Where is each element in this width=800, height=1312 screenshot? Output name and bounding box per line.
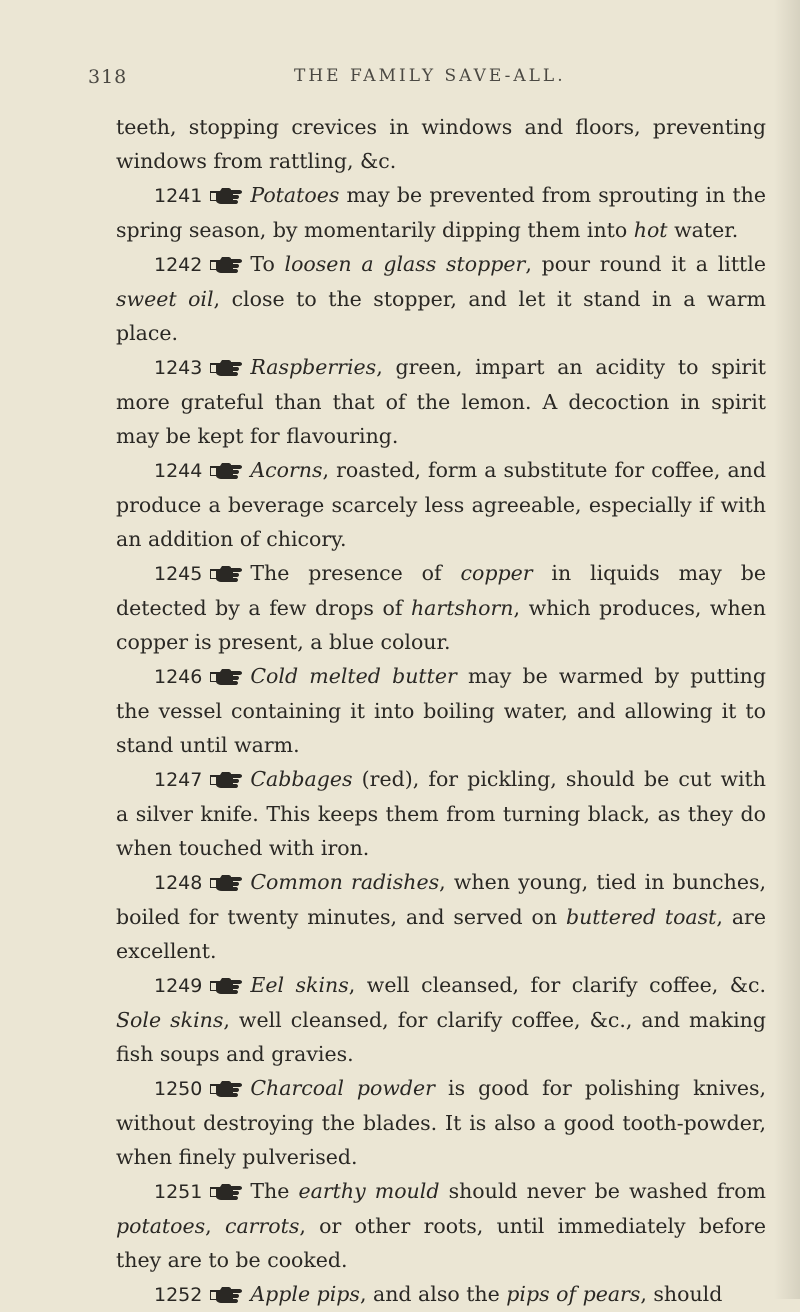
entry-number: 1252 (154, 1284, 203, 1306)
entry-text: , or other roots, until immediately before they are to be cooked. (116, 1214, 766, 1272)
pointing-hand-icon (208, 255, 244, 273)
entry-text: , well cleansed, for clarify coffee, &c. (348, 973, 766, 997)
entry-keyword: Cold melted butter (250, 664, 457, 688)
entry-number: 1247 (154, 769, 203, 791)
entry-keyword: Potatoes (250, 183, 340, 207)
pointing-hand-icon (208, 1285, 244, 1303)
entry-keyword: Raspberries (250, 355, 377, 379)
entry-text: , and also the (359, 1282, 507, 1306)
entry-text: The presence of (250, 561, 461, 585)
page-edge-shadow (774, 0, 800, 1299)
pointing-hand-icon (208, 873, 244, 891)
entry-keyword: loosen a glass stopper (284, 252, 526, 276)
entry-text: The (250, 1179, 299, 1203)
entry-1248 (116, 865, 766, 968)
running-head: THE FAMILY SAVE-ALL. (294, 66, 566, 86)
entry-keyword: Cabbages (250, 767, 353, 791)
entry-1247 (116, 762, 766, 865)
entry-1244 (116, 453, 766, 556)
pointing-hand-icon (208, 1079, 244, 1097)
entry-text: , green, impart an acidity to spirit more grateful than that of the lemon. A decoction in spirit may be kept for flavouring. (116, 355, 766, 448)
entry-1246 (116, 659, 766, 762)
entry-text: may be prevented from sprouting in the spring season, by momentarily dipping them into (116, 183, 766, 242)
entry-text: may be warmed by putting the vessel containing it into boiling water, and allowing it to stand until warm. (116, 664, 766, 757)
emphasis-text: potatoes (116, 1214, 206, 1238)
emphasis-text: sweet oil (116, 287, 214, 311)
entry-number: 1248 (154, 872, 203, 894)
paragraph-text: teeth, stopping crevices in windows and floors, preventing windows from rattling, &c. (116, 115, 766, 173)
pointing-hand-icon (208, 667, 244, 685)
entry-1243 (116, 350, 766, 453)
emphasis-text: hartshorn (410, 596, 514, 620)
pointing-hand-icon (208, 358, 244, 376)
entry-1245 (116, 556, 766, 659)
entry-keyword: copper (460, 561, 533, 585)
entry-number: 1244 (154, 460, 203, 482)
page-number: 318 (88, 66, 128, 88)
entry-text: To (250, 252, 285, 276)
entry-number: 1241 (154, 185, 203, 207)
entry-number: 1242 (154, 254, 203, 276)
entry-text: , roasted, form a substitute for coffee, and produce a beverage scarcely less agreeable, especially if with an addition of chicory. (116, 458, 766, 551)
pointing-hand-icon (208, 770, 244, 788)
entry-text: , which produces, when copper is present, a blue colour. (116, 596, 766, 654)
entry-text: water. (667, 218, 739, 242)
entry-text: , pour round it a little (525, 252, 766, 276)
entry-keyword: Apple pips (250, 1282, 360, 1306)
page-header (0, 66, 800, 96)
entry-text: , should (640, 1282, 723, 1306)
entry-1252 (116, 1277, 766, 1312)
entry-1249 (116, 968, 766, 1071)
pointing-hand-icon (208, 186, 244, 204)
entry-keyword: Eel skins (250, 973, 349, 997)
page-body (116, 110, 766, 1312)
entry-keyword: earthy mould (298, 1179, 440, 1203)
entry-number: 1251 (154, 1181, 203, 1203)
emphasis-text: carrots (224, 1214, 300, 1238)
entry-keyword: Common radishes (250, 870, 440, 894)
entry-1250 (116, 1071, 766, 1174)
emphasis-text: hot (633, 218, 668, 242)
emphasis-text: Sole skins (116, 1008, 224, 1032)
pointing-hand-icon (208, 1182, 244, 1200)
pointing-hand-icon (208, 564, 244, 582)
entry-text: (red), for pickling, should be cut with a silver knife. This keeps them from turning black, as they do when touched with iron. (116, 767, 766, 860)
entry-number: 1243 (154, 357, 203, 379)
emphasis-text: pips of pears (506, 1282, 641, 1306)
entry-text: , when young, tied in bunches, boiled for twenty minutes, and served on (116, 870, 767, 929)
entry-text: , (205, 1214, 225, 1238)
entry-1242 (116, 247, 766, 350)
emphasis-text: buttered toast (565, 905, 717, 929)
entry-1251 (116, 1174, 766, 1277)
entry-number: 1245 (154, 563, 203, 585)
entry-keyword: Charcoal powder (250, 1076, 435, 1100)
entry-text: should never be washed from (439, 1179, 767, 1203)
pointing-hand-icon (208, 461, 244, 479)
entry-number: 1246 (154, 666, 203, 688)
entry-text: , are excellent. (116, 905, 766, 963)
pointing-hand-icon (208, 976, 244, 994)
entry-text: , close to the stopper, and let it stand in a warm place. (116, 287, 766, 345)
entry-text: in liquids may be detected by a few drops of (116, 561, 766, 620)
entry-text: , well cleansed, for clarify coffee, &c., and making fish soups and gravies. (116, 1008, 766, 1066)
entry-number: 1250 (154, 1078, 203, 1100)
entry-number: 1249 (154, 975, 203, 997)
entry-1241 (116, 178, 766, 247)
continued-paragraph (116, 110, 766, 178)
entry-text: is good for polishing knives, without destroying the blades. It is also a good tooth-powder, when finely pulverised. (116, 1076, 767, 1169)
entry-keyword: Acorns (250, 458, 323, 482)
